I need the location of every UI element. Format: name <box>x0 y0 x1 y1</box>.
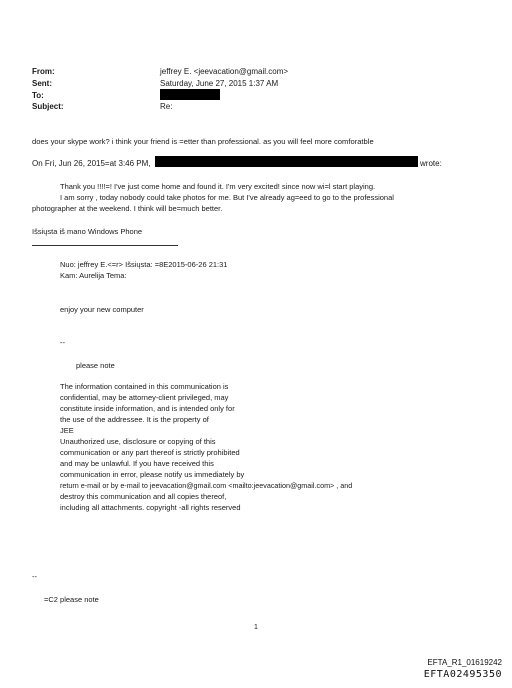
quoted-line: I am sorry , today nobody could take photos for me. But I've already ag=eed to go to the professional <box>60 193 394 202</box>
subject-label: Subject: <box>32 102 64 111</box>
quote-intro: On Fri, Jun 26, 2015=at 3:46 PM, <box>32 159 151 168</box>
reply-line: does your skype work? i think your friend is =etter than professional. as you will feel more comforatble <box>32 137 374 146</box>
disclaimer-line: the use of the addressee. It is the property of <box>60 415 209 424</box>
disclaimer-line: destroy this communication and all copies thereof, <box>60 492 227 501</box>
dash-separator: -- <box>60 338 65 347</box>
signature: Išsiųsta iš mano Windows Phone <box>32 227 143 236</box>
nested-body: enjoy your new computer <box>60 305 144 314</box>
disclaimer-line: communication or any part thereof is strictly prohibited <box>60 448 240 457</box>
sent-label: Sent: <box>32 79 52 88</box>
redaction-to <box>160 89 220 100</box>
signature-divider <box>32 245 178 246</box>
nested-from: Nuo: jeffrey E.<=r> Išsiųsta: =8E2015-06-26 21:31 <box>60 260 228 269</box>
disclaimer-line: return e-mail or by e-mail to jeevacation@gmail.com <mailto:jeevacation@gmail.com> , and <box>60 481 353 490</box>
disclaimer-line: and may be unlawful. If you have received this <box>60 459 214 468</box>
nested-to: Kam: Aurelija Tema: <box>60 271 127 280</box>
redaction-sender <box>155 156 418 167</box>
disclaimer-line: confidential, may be attorney-client privileged, may <box>60 393 229 402</box>
subject-value: Re: <box>160 102 173 111</box>
please-note: please note <box>76 361 115 370</box>
page-number: 1 <box>254 624 258 631</box>
sent-value: Saturday, June 27, 2015 1:37 AM <box>160 79 279 88</box>
quote-wrote: wrote: <box>420 159 442 168</box>
bates-number-2: EFTA02495350 <box>423 669 502 680</box>
dash-separator: -- <box>32 572 37 581</box>
disclaimer-line: communication in error, please notify us immediately by <box>60 470 245 479</box>
disclaimer-line: The information contained in this communication is <box>60 382 229 391</box>
bates-number-1: EFTA_R1_01619242 <box>427 658 502 667</box>
to-label: To: <box>32 91 44 100</box>
disclaimer-line: constitute inside information, and is intended only for <box>60 404 235 413</box>
from-value: jeffrey E. <jeevacation@gmail.com> <box>160 67 289 76</box>
quoted-line: Thank you !!!!=! I've just come home and found it. I'm very excited! since now wi=l start playing. <box>60 182 376 191</box>
from-label: From: <box>32 67 55 76</box>
please-note: =C2 please note <box>44 595 99 604</box>
quoted-line: photographer at the weekend. I think will be=much better. <box>32 204 223 213</box>
disclaimer-line: JEE <box>60 426 74 435</box>
disclaimer-line: including all attachments. copyright -all rights reserved <box>60 503 241 512</box>
disclaimer-line: Unauthorized use, disclosure or copying of this <box>60 437 216 446</box>
